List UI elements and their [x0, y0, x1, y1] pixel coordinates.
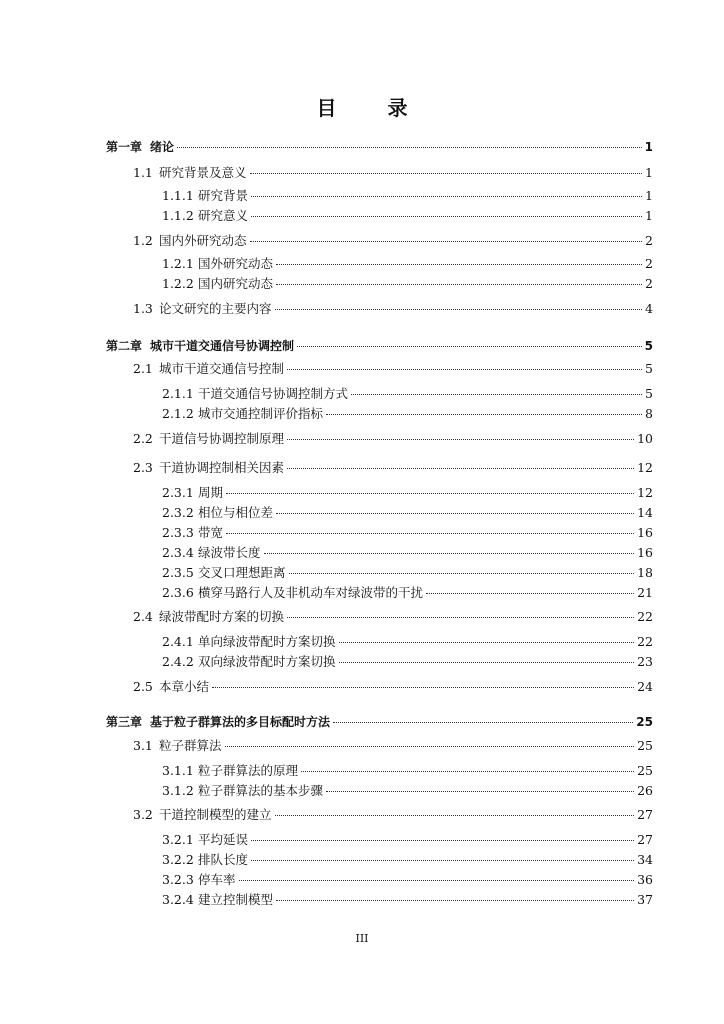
toc-number: 1.1 [133, 165, 153, 180]
dot-leader [287, 439, 634, 440]
dot-leader [326, 414, 642, 415]
toc-page-number: 27 [637, 832, 653, 847]
dot-leader [287, 617, 634, 618]
toc-label: 单向绿波带配时方案切换 [198, 634, 336, 649]
toc-number: 2.3.5 [162, 565, 194, 580]
dot-leader [333, 722, 633, 723]
toc-entry-chapter-3[interactable] [106, 714, 653, 730]
toc-page-number: 2 [645, 276, 653, 291]
toc-entry-1-2-2[interactable] [162, 276, 653, 292]
toc-label: 国内外研究动态 [159, 233, 247, 248]
toc-number: 3.1 [133, 738, 153, 753]
toc-entry-3-1-1[interactable] [162, 763, 653, 779]
toc-number: 2.3.4 [162, 545, 194, 560]
toc-label: 研究背景及意义 [159, 165, 247, 180]
dot-leader [250, 241, 643, 242]
dot-leader [212, 687, 634, 688]
toc-page-number: 4 [645, 301, 653, 316]
toc-entry-1-1[interactable] [133, 165, 653, 181]
toc-number: 第二章 [106, 339, 143, 353]
dot-leader [275, 815, 635, 816]
dot-leader [287, 369, 642, 370]
toc-entry-3-1[interactable] [133, 738, 653, 754]
toc-page-number: 22 [637, 609, 653, 624]
toc-number: 1.1.2 [162, 208, 194, 223]
dot-leader [289, 573, 635, 574]
toc-label: 国内研究动态 [198, 276, 274, 291]
dot-leader [239, 880, 635, 881]
toc-entry-3-2-2[interactable] [162, 852, 653, 868]
toc-entry-2-2[interactable] [133, 431, 653, 447]
toc-entry-3-1-2[interactable] [162, 783, 653, 799]
toc-page-number: 12 [637, 485, 653, 500]
page-title: 目 录 [316, 96, 430, 120]
toc-page-number: 24 [637, 679, 653, 694]
toc-entry-2-3[interactable] [133, 460, 653, 476]
toc-entry-3-2[interactable] [133, 807, 653, 823]
toc-label: 论文研究的主要内容 [159, 301, 272, 316]
toc-entry-3-2-3[interactable] [162, 872, 653, 888]
toc-page-number: 36 [637, 872, 653, 887]
toc-label: 排队长度 [198, 852, 249, 867]
dot-leader [251, 840, 634, 841]
dot-leader [225, 746, 635, 747]
toc-number: 1.2.1 [162, 256, 194, 271]
toc-page-number: 23 [637, 654, 653, 669]
toc-label: 绿波带长度 [198, 545, 261, 560]
toc-entry-1-1-1[interactable] [162, 188, 653, 204]
dot-leader [264, 553, 635, 554]
toc-label: 建立控制模型 [198, 892, 274, 907]
toc-label: 城市干道交通信号控制 [159, 361, 285, 376]
toc-entry-2-1[interactable] [133, 361, 653, 377]
toc-page-number: 16 [637, 545, 653, 560]
toc-label: 本章小结 [159, 679, 210, 694]
toc-page-number: 5 [644, 339, 653, 353]
toc-number: 第一章 [106, 140, 143, 154]
dot-leader [287, 468, 634, 469]
toc-page-number: 25 [637, 763, 653, 778]
toc-label: 城市干道交通信号协调控制 [150, 339, 295, 353]
toc-page-number: 1 [645, 165, 653, 180]
toc-number: 3.2.2 [162, 852, 194, 867]
toc-number: 2.3.2 [162, 505, 194, 520]
toc-page-number: 2 [645, 233, 653, 248]
toc-page-number: 1 [644, 140, 653, 154]
toc-label: 粒子群算法 [159, 738, 222, 753]
toc-label: 绪论 [150, 140, 175, 154]
toc-page-number: 16 [637, 525, 653, 540]
toc-label: 城市交通控制评价指标 [198, 406, 324, 421]
toc-entry-2-3-3[interactable] [162, 525, 653, 541]
toc-page-number: 12 [637, 460, 653, 475]
toc-number: 2.3.1 [162, 485, 194, 500]
toc-label: 粒子群算法的原理 [198, 763, 299, 778]
toc-page-number: 25 [636, 715, 653, 729]
toc-number: 2.5 [133, 679, 153, 694]
toc-page-number: 8 [645, 406, 653, 421]
dot-leader [326, 791, 634, 792]
toc-label: 带宽 [198, 525, 224, 540]
toc-label: 横穿马路行人及非机动车对绿波带的干扰 [198, 585, 424, 600]
toc-label: 干道信号协调控制原理 [159, 431, 285, 446]
dot-leader [250, 173, 643, 174]
toc-page-number: 26 [637, 783, 653, 798]
toc-label: 交叉口理想距离 [198, 565, 286, 580]
toc-entry-1-3[interactable] [133, 301, 653, 317]
toc-entry-2-3-5[interactable] [162, 565, 653, 581]
dot-leader [426, 593, 634, 594]
toc-label: 干道交通信号协调控制方式 [198, 386, 349, 401]
toc-entry-2-4-2[interactable] [162, 654, 653, 670]
toc-page-number: 14 [637, 505, 653, 520]
toc-number: 2.4.1 [162, 634, 194, 649]
toc-label: 研究背景 [198, 188, 249, 203]
toc-number: 2.2 [133, 431, 153, 446]
dot-leader [275, 309, 643, 310]
toc-entry-1-2-1[interactable] [162, 256, 653, 272]
toc-entry-1-2[interactable] [133, 233, 653, 249]
toc-page-number: 27 [637, 807, 653, 822]
page-footer-number: III [355, 932, 369, 945]
toc-number: 2.4 [133, 609, 153, 624]
toc-page-number: 1 [645, 208, 653, 223]
toc-number: 1.1.1 [162, 188, 194, 203]
toc-page-number: 2 [645, 256, 653, 271]
toc-label: 绿波带配时方案的切换 [159, 609, 285, 624]
toc-page-number: 25 [637, 738, 653, 753]
toc-entry-3-2-1[interactable] [162, 832, 653, 848]
toc-number: 2.1.1 [162, 386, 194, 401]
toc-label: 相位与相位差 [198, 505, 274, 520]
toc-entry-2-4-1[interactable] [162, 634, 653, 650]
toc-label: 研究意义 [198, 208, 249, 223]
dot-leader [226, 493, 634, 494]
toc-entry-2-3-2[interactable] [162, 505, 653, 521]
toc-entry-1-1-2[interactable] [162, 208, 653, 224]
toc-number: 3.2 [133, 807, 153, 822]
toc-number: 3.1.2 [162, 783, 194, 798]
toc-page-number: 5 [645, 386, 653, 401]
toc-page-number: 21 [637, 585, 653, 600]
toc-number: 2.1 [133, 361, 153, 376]
toc-page-number: 1 [645, 188, 653, 203]
toc-label: 停车率 [198, 872, 236, 887]
toc-number: 1.3 [133, 301, 153, 316]
dot-leader [251, 860, 634, 861]
toc-number: 第三章 [106, 715, 143, 729]
toc-number: 2.3.3 [162, 525, 194, 540]
toc-page-number: 18 [637, 565, 653, 580]
toc-page-number: 37 [637, 892, 653, 907]
toc-label: 国外研究动态 [198, 256, 274, 271]
dot-leader [339, 642, 635, 643]
toc-entry-2-1-2[interactable] [162, 406, 653, 422]
toc-number: 3.2.3 [162, 872, 194, 887]
toc-number: 2.3.6 [162, 585, 194, 600]
toc-number: 1.2 [133, 233, 153, 248]
toc-entry-2-1-1[interactable] [162, 386, 653, 402]
toc-label: 平均延误 [198, 832, 249, 847]
toc-entry-2-3-6[interactable] [162, 585, 653, 601]
toc-entry-chapter-1[interactable] [106, 139, 653, 155]
toc-number: 2.3 [133, 460, 153, 475]
dot-leader [301, 771, 634, 772]
toc-entry-2-3-1[interactable] [162, 485, 653, 501]
dot-leader [276, 284, 642, 285]
toc-label: 双向绿波带配时方案切换 [198, 654, 336, 669]
toc-label: 基于粒子群算法的多目标配时方法 [150, 715, 331, 729]
toc-label: 周期 [198, 485, 224, 500]
toc-page-number: 5 [645, 361, 653, 376]
toc-page-number: 22 [637, 634, 653, 649]
dot-leader [226, 533, 634, 534]
toc-page-number: 10 [637, 431, 653, 446]
dot-leader [276, 264, 642, 265]
dot-leader [297, 346, 642, 347]
toc-number: 2.1.2 [162, 406, 194, 421]
toc-page-number: 34 [637, 852, 653, 867]
toc-label: 干道协调控制相关因素 [159, 460, 285, 475]
dot-leader [251, 196, 642, 197]
toc-entry-3-2-4[interactable] [162, 892, 653, 908]
toc-entry-2-5[interactable] [133, 679, 653, 695]
toc-number: 3.2.1 [162, 832, 194, 847]
toc-entry-chapter-2[interactable] [106, 338, 653, 354]
toc-number: 1.2.2 [162, 276, 194, 291]
dot-leader [276, 900, 634, 901]
dot-leader [177, 147, 642, 148]
toc-label: 粒子群算法的基本步骤 [198, 783, 324, 798]
dot-leader [276, 513, 634, 514]
toc-entry-2-3-4[interactable] [162, 545, 653, 561]
dot-leader [351, 394, 642, 395]
toc-entry-2-4[interactable] [133, 609, 653, 625]
dot-leader [251, 216, 642, 217]
toc-number: 3.1.1 [162, 763, 194, 778]
dot-leader [339, 662, 635, 663]
toc-number: 3.2.4 [162, 892, 194, 907]
toc-label: 干道控制模型的建立 [159, 807, 272, 822]
toc-number: 2.4.2 [162, 654, 194, 669]
